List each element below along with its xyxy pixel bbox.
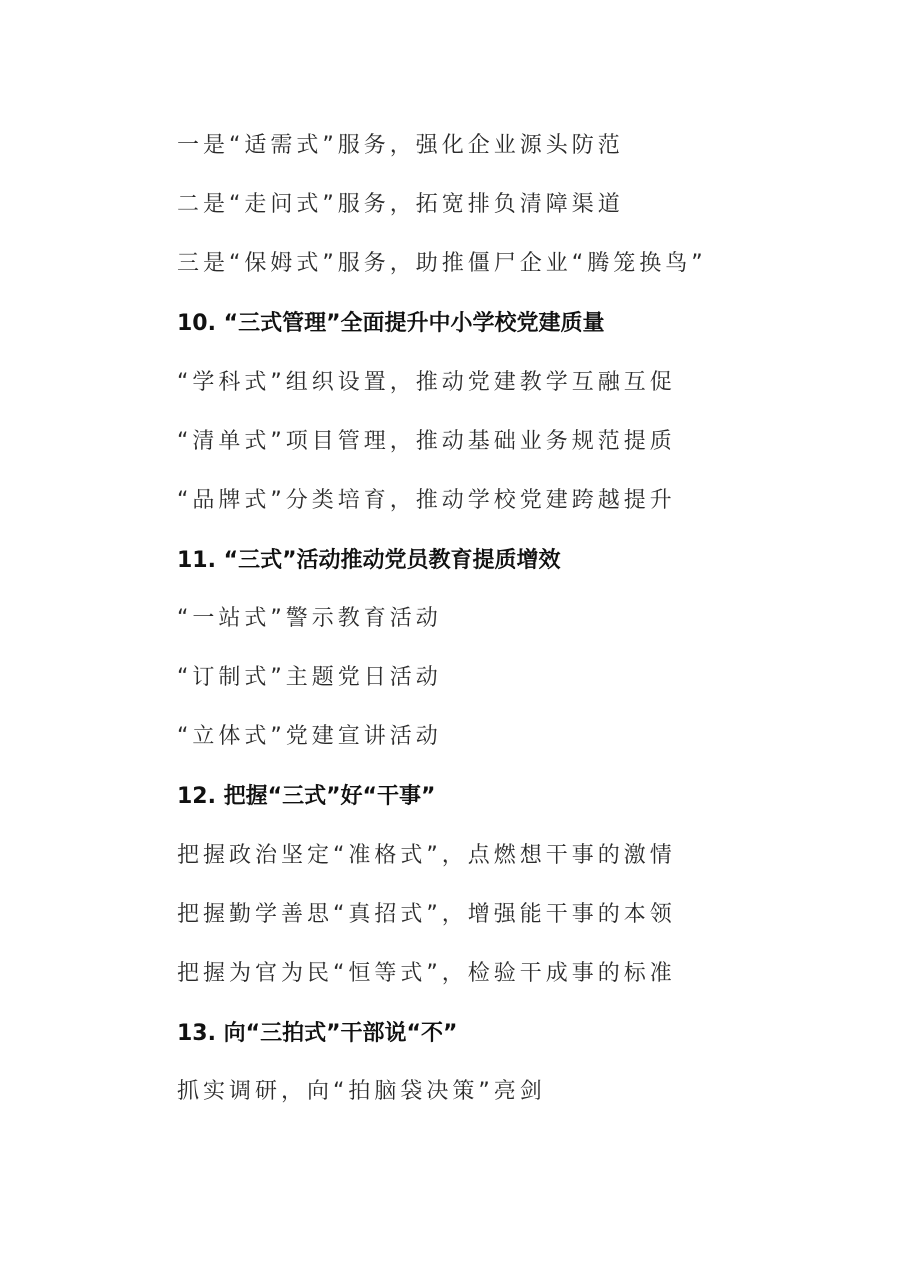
list-item: “品牌式”分类培育，推动学校党建跨越提升 bbox=[177, 488, 676, 513]
list-item: 抓实调研，向“拍脑袋决策”亮剑 bbox=[177, 1079, 546, 1104]
list-item: “清单式”项目管理，推动基础业务规范提质 bbox=[177, 429, 676, 454]
list-item: “订制式”主题党日活动 bbox=[177, 665, 442, 690]
list-item: 把握政治坚定“准格式”，点燃想干事的激情 bbox=[177, 843, 676, 868]
list-item: “一站式”警示教育活动 bbox=[177, 606, 442, 631]
list-item: 把握为官为民“恒等式”，检验干成事的标准 bbox=[177, 961, 676, 986]
section-heading: 11. “三式”活动推动党员教育提质增效 bbox=[177, 548, 561, 573]
list-item: 一是“适需式”服务，强化企业源头防范 bbox=[177, 133, 624, 158]
list-item: 三是“保姆式”服务，助推僵尸企业“腾笼换鸟” bbox=[177, 251, 707, 276]
list-item: “立体式”党建宣讲活动 bbox=[177, 724, 442, 749]
list-item: 把握勤学善思“真招式”，增强能干事的本领 bbox=[177, 902, 676, 927]
section-heading: 12. 把握“三式”好“干事” bbox=[177, 784, 436, 809]
list-item: “学科式”组织设置，推动党建教学互融互促 bbox=[177, 370, 676, 395]
section-heading: 13. 向“三拍式”干部说“不” bbox=[177, 1021, 458, 1046]
section-heading: 10. “三式管理”全面提升中小学校党建质量 bbox=[177, 311, 605, 336]
list-item: 二是“走问式”服务，拓宽排负清障渠道 bbox=[177, 192, 624, 217]
